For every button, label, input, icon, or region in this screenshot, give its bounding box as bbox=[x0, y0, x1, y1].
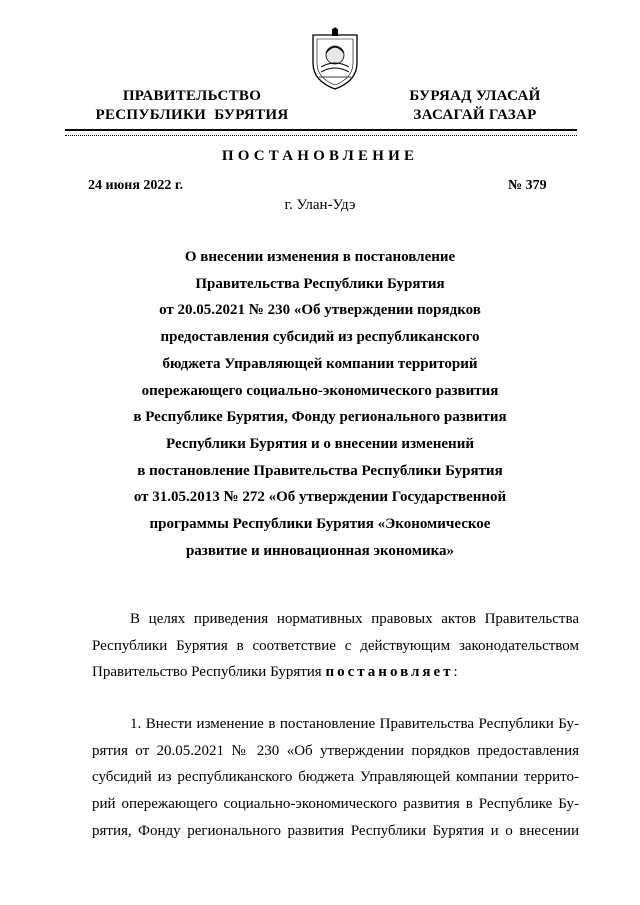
item-1-paragraph bbox=[92, 711, 579, 844]
title-line: бюджета Управляющей компании территорий bbox=[162, 355, 478, 372]
document-city: г. Улан-Удэ bbox=[284, 197, 356, 213]
title-line: от 20.05.2021 № 230 «Об утверждении порядков bbox=[159, 302, 481, 319]
preamble-prefix: Правительство Республики Бурятия bbox=[92, 664, 326, 681]
paragraph-line: 1. Внести изменение в постановление Правительства Республики Бу- bbox=[130, 716, 579, 732]
coat-of-arms-icon bbox=[307, 27, 363, 91]
document-number: № 379 bbox=[508, 178, 547, 193]
paragraph-line: В целях приведения нормативных правовых актов Правительства bbox=[130, 611, 579, 627]
document-date: 24 июня 2022 г. bbox=[88, 178, 184, 193]
paragraph-line: Республики Бурятия в соответствие с действующим законодательством bbox=[92, 637, 579, 654]
title-line: от 31.05.2013 № 272 «Об утверждении Государственной bbox=[133, 489, 507, 506]
title-line: программы Республики Бурятия «Экономическое bbox=[149, 516, 491, 533]
title-line: в Республике Бурятия, Фонду регионального развития bbox=[133, 409, 507, 426]
org-name-russian bbox=[92, 87, 292, 125]
header-divider-thick bbox=[65, 129, 577, 131]
org-name-buryat-line-2: ЗАСАГАЙ ГАЗАР bbox=[413, 107, 537, 123]
paragraph-line: рятия от 20.05.2021 № 230 «Об утверждении порядков предоставления bbox=[92, 742, 579, 759]
preamble-paragraph bbox=[92, 606, 579, 686]
org-name-russian-line-1: ПРАВИТЕЛЬСТВО bbox=[122, 88, 262, 104]
document-type: ПОСТАНОВЛЕНИЕ bbox=[221, 148, 419, 164]
preamble-suffix: : bbox=[453, 664, 458, 681]
title-line: Правительства Республики Бурятия bbox=[195, 275, 445, 292]
title-line: О внесении изменения в постановление bbox=[184, 249, 456, 265]
document-title bbox=[100, 244, 540, 564]
paragraph-line: субсидий из республиканского бюджета Управляющей компании террито- bbox=[92, 769, 579, 786]
org-name-russian-line-2: РЕСПУБЛИКИ БУРЯТИЯ bbox=[95, 107, 289, 123]
paragraph-line: рятия, Фонду регионального развития Республики Бурятия и о внесении bbox=[92, 822, 579, 839]
title-line: предоставления субсидий из республиканского bbox=[160, 329, 480, 346]
org-name-buryat-line-1: БУРЯАД УЛАСАЙ bbox=[409, 88, 541, 104]
title-line: развитие и инновационная экономика» bbox=[185, 542, 455, 559]
title-line: Республики Бурятия и о внесении изменений bbox=[166, 435, 474, 452]
title-line: опережающего социально-экономического развития bbox=[141, 382, 499, 399]
paragraph-line: рий опережающего социально-экономического развития в Республике Бу- bbox=[92, 796, 579, 813]
enacting-keyword: постановляет bbox=[325, 664, 454, 681]
org-name-buryat bbox=[400, 87, 550, 125]
header-divider-dotted bbox=[65, 135, 577, 136]
title-line: в постановление Правительства Республики Бурятия bbox=[137, 462, 503, 479]
paragraph-line bbox=[92, 659, 579, 686]
